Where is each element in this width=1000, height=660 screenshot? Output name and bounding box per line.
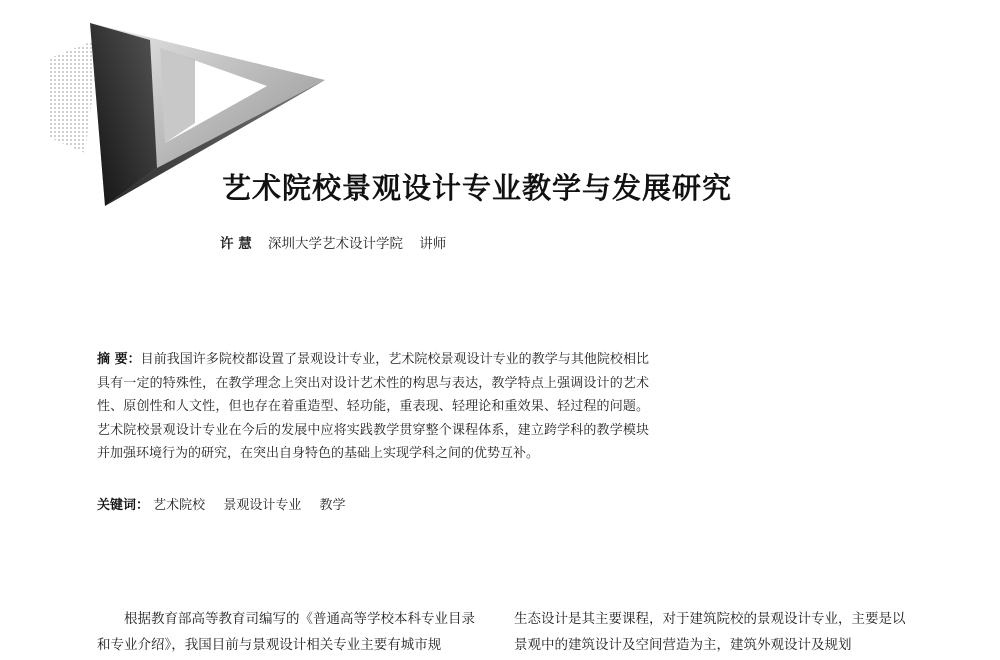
keyword-item: 艺术院校	[153, 498, 206, 513]
abstract-text: 目前我国许多院校都设置了景观设计专业，艺术院校景观设计专业的教学与其他院校相比具有一定的特殊性，在教学理念上突出对设计艺术性的构思与表达，教学特点上强调设计的艺术性、原创性和人文性，但也存在着重造型、轻功能，重表现、轻理论和重效果、轻过程的问题。艺术院校景观设计专业在今后的发展中应将实践教学贯穿整个课程体系，建立跨学科的教学模块并加强环境行为的研究，在突出自身特色的基础上实现学科之间的优势互补。	[97, 352, 649, 461]
author-position: 讲师	[419, 236, 447, 252]
abstract-label: 摘 要：	[97, 352, 141, 367]
author-name: 许 慧	[220, 236, 252, 252]
keywords-label: 关键词：	[97, 498, 150, 513]
article-title: 艺术院校景观设计专业教学与发展研究	[222, 171, 733, 205]
body-left-column: 根据教育部高等教育司编写的《普通高等学校本科专业目录和专业介绍》，我国目前与景观设计相关专业主要有城市规	[97, 611, 475, 653]
keywords	[97, 494, 359, 513]
abstract	[97, 348, 649, 466]
author-affiliation: 深圳大学艺术设计学院	[268, 236, 403, 252]
body-right-column: 生态设计是其主要课程，对于建筑院校的景观设计专业，主要是以景观中的建筑设计及空间营造为主，建筑外观设计及规划	[514, 611, 906, 653]
byline	[220, 232, 458, 252]
keyword-item: 教学	[319, 498, 346, 513]
keyword-item: 景观设计专业	[223, 498, 302, 513]
